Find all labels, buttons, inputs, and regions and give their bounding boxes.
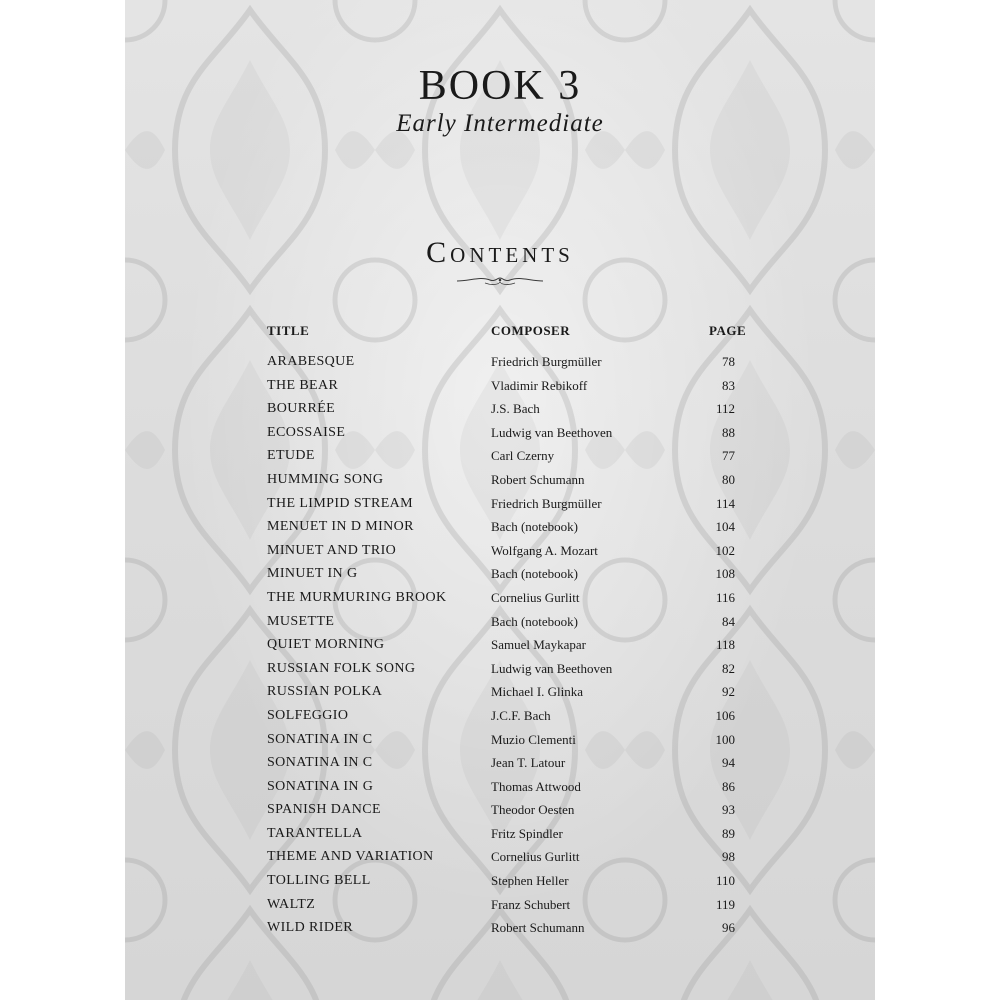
entry-page-number: 119 bbox=[715, 896, 735, 912]
contents-row bbox=[125, 799, 875, 823]
contents-list bbox=[125, 351, 875, 941]
entry-page-number: 104 bbox=[715, 519, 735, 535]
entry-page-number: 114 bbox=[715, 495, 735, 511]
contents-page bbox=[125, 0, 875, 1000]
column-header-page: PAGE bbox=[709, 323, 747, 338]
contents-row bbox=[125, 587, 875, 611]
entry-title: TOLLING BELL bbox=[267, 873, 371, 889]
entry-title: THEME AND VARIATION bbox=[267, 849, 434, 865]
contents-row bbox=[125, 823, 875, 847]
contents-row bbox=[125, 705, 875, 729]
column-header-composer: COMPOSER bbox=[491, 323, 571, 338]
contents-row bbox=[125, 894, 875, 918]
contents-row bbox=[125, 398, 875, 422]
entry-page-number: 93 bbox=[722, 802, 735, 818]
entry-page-number: 89 bbox=[722, 825, 735, 841]
entry-page-number: 116 bbox=[715, 589, 735, 605]
column-header-title: TITLE bbox=[267, 323, 310, 338]
entry-page-number: 84 bbox=[722, 613, 735, 629]
entry-title: SONATINA IN C bbox=[267, 731, 373, 747]
entry-composer: Carl Czerny bbox=[491, 448, 555, 464]
entry-title: WALTZ bbox=[267, 896, 316, 912]
entry-page-number: 78 bbox=[722, 354, 735, 369]
entry-page-number: 118 bbox=[715, 637, 735, 653]
entry-composer: Jean T. Latour bbox=[491, 755, 566, 771]
entry-composer: Bach (notebook) bbox=[491, 519, 579, 535]
contents-row bbox=[125, 634, 875, 658]
contents-row bbox=[125, 681, 875, 705]
contents-row bbox=[125, 493, 875, 517]
entry-title: SPANISH DANCE bbox=[267, 802, 381, 818]
contents-row bbox=[125, 351, 875, 375]
entry-title: MUSETTE bbox=[267, 613, 335, 629]
entry-page-number: 86 bbox=[722, 778, 735, 794]
entry-composer: Franz Schubert bbox=[491, 896, 571, 912]
entry-composer: Robert Schumann bbox=[491, 920, 585, 936]
entry-title: QUIET MORNING bbox=[267, 637, 385, 653]
entry-composer: J.S. Bach bbox=[491, 401, 540, 417]
entry-page-number: 106 bbox=[715, 707, 735, 723]
entry-title: SOLFEGGIO bbox=[267, 707, 349, 723]
entry-title: MINUET AND TRIO bbox=[267, 542, 397, 558]
entry-page-number: 100 bbox=[715, 731, 735, 747]
entry-composer: Thomas Attwood bbox=[491, 778, 581, 794]
entry-composer: Cornelius Gurlitt bbox=[491, 589, 580, 605]
contents-row bbox=[125, 658, 875, 682]
entry-page-number: 88 bbox=[722, 424, 735, 440]
entry-title: HUMMING SONG bbox=[267, 471, 384, 487]
contents-row bbox=[125, 563, 875, 587]
entry-title: ETUDE bbox=[267, 448, 315, 464]
entry-title: MENUET IN D MINOR bbox=[267, 519, 414, 535]
contents-row bbox=[125, 445, 875, 469]
contents-row bbox=[125, 752, 875, 776]
entry-title: THE LIMPID STREAM bbox=[267, 495, 414, 511]
scroll-flourish-icon bbox=[455, 274, 545, 288]
entry-composer: Muzio Clementi bbox=[491, 731, 576, 747]
entry-page-number: 94 bbox=[722, 755, 735, 771]
contents-row bbox=[125, 776, 875, 800]
contents-heading: Contents bbox=[426, 236, 574, 269]
entry-title: THE BEAR bbox=[267, 377, 339, 393]
entry-composer: Vladimir Rebikoff bbox=[491, 377, 588, 393]
entry-title: WILD RIDER bbox=[267, 920, 354, 936]
entry-page-number: 110 bbox=[715, 873, 735, 889]
entry-composer: Theodor Oesten bbox=[491, 802, 575, 818]
entry-composer: Friedrich Burgmüller bbox=[491, 354, 602, 369]
entry-title: RUSSIAN POLKA bbox=[267, 684, 383, 700]
entry-composer: Bach (notebook) bbox=[491, 613, 579, 629]
entry-composer: Friedrich Burgmüller bbox=[491, 495, 602, 511]
entry-composer: Bach (notebook) bbox=[491, 566, 579, 582]
entry-page-number: 77 bbox=[722, 448, 735, 464]
entry-composer: Michael I. Glinka bbox=[491, 684, 584, 700]
entry-page-number: 96 bbox=[722, 920, 735, 936]
contents-row bbox=[125, 469, 875, 493]
entry-title: SONATINA IN G bbox=[267, 778, 374, 794]
contents-row bbox=[125, 917, 875, 941]
contents-row bbox=[125, 422, 875, 446]
entry-composer: J.C.F. Bach bbox=[491, 707, 551, 723]
entry-composer: Cornelius Gurlitt bbox=[491, 849, 580, 865]
contents-row bbox=[125, 516, 875, 540]
entry-page-number: 102 bbox=[715, 542, 735, 558]
entry-composer: Samuel Maykapar bbox=[491, 637, 586, 653]
entry-composer: Wolfgang A. Mozart bbox=[491, 542, 598, 558]
contents-row bbox=[125, 846, 875, 870]
entry-title: RUSSIAN FOLK SONG bbox=[267, 660, 416, 676]
entry-page-number: 82 bbox=[722, 660, 735, 676]
entry-composer: Fritz Spindler bbox=[491, 825, 563, 841]
contents-row bbox=[125, 540, 875, 564]
entry-title: ECOSSAISE bbox=[267, 424, 346, 440]
entry-page-number: 92 bbox=[722, 684, 735, 700]
entry-composer: Ludwig van Beethoven bbox=[491, 424, 613, 440]
entry-title: THE MURMURING BROOK bbox=[267, 589, 447, 605]
entry-title: MINUET IN G bbox=[267, 566, 358, 582]
contents-row bbox=[125, 729, 875, 753]
book-title: BOOK 3 bbox=[418, 63, 582, 109]
book-subtitle: Early Intermediate bbox=[396, 110, 604, 137]
entry-page-number: 108 bbox=[715, 566, 735, 582]
contents-row bbox=[125, 375, 875, 399]
entry-page-number: 83 bbox=[722, 377, 735, 393]
entry-title: SONATINA IN C bbox=[267, 755, 373, 771]
entry-title: TARANTELLA bbox=[267, 825, 363, 841]
entry-page-number: 112 bbox=[715, 401, 735, 417]
contents-row bbox=[125, 870, 875, 894]
entry-title: ARABESQUE bbox=[267, 354, 355, 369]
entry-composer: Stephen Heller bbox=[491, 873, 569, 889]
entry-composer: Robert Schumann bbox=[491, 471, 585, 487]
entry-page-number: 98 bbox=[722, 849, 735, 865]
entry-composer: Ludwig van Beethoven bbox=[491, 660, 613, 676]
entry-title: BOURRÉE bbox=[267, 401, 336, 417]
contents-row bbox=[125, 611, 875, 635]
entry-page-number: 80 bbox=[722, 471, 735, 487]
